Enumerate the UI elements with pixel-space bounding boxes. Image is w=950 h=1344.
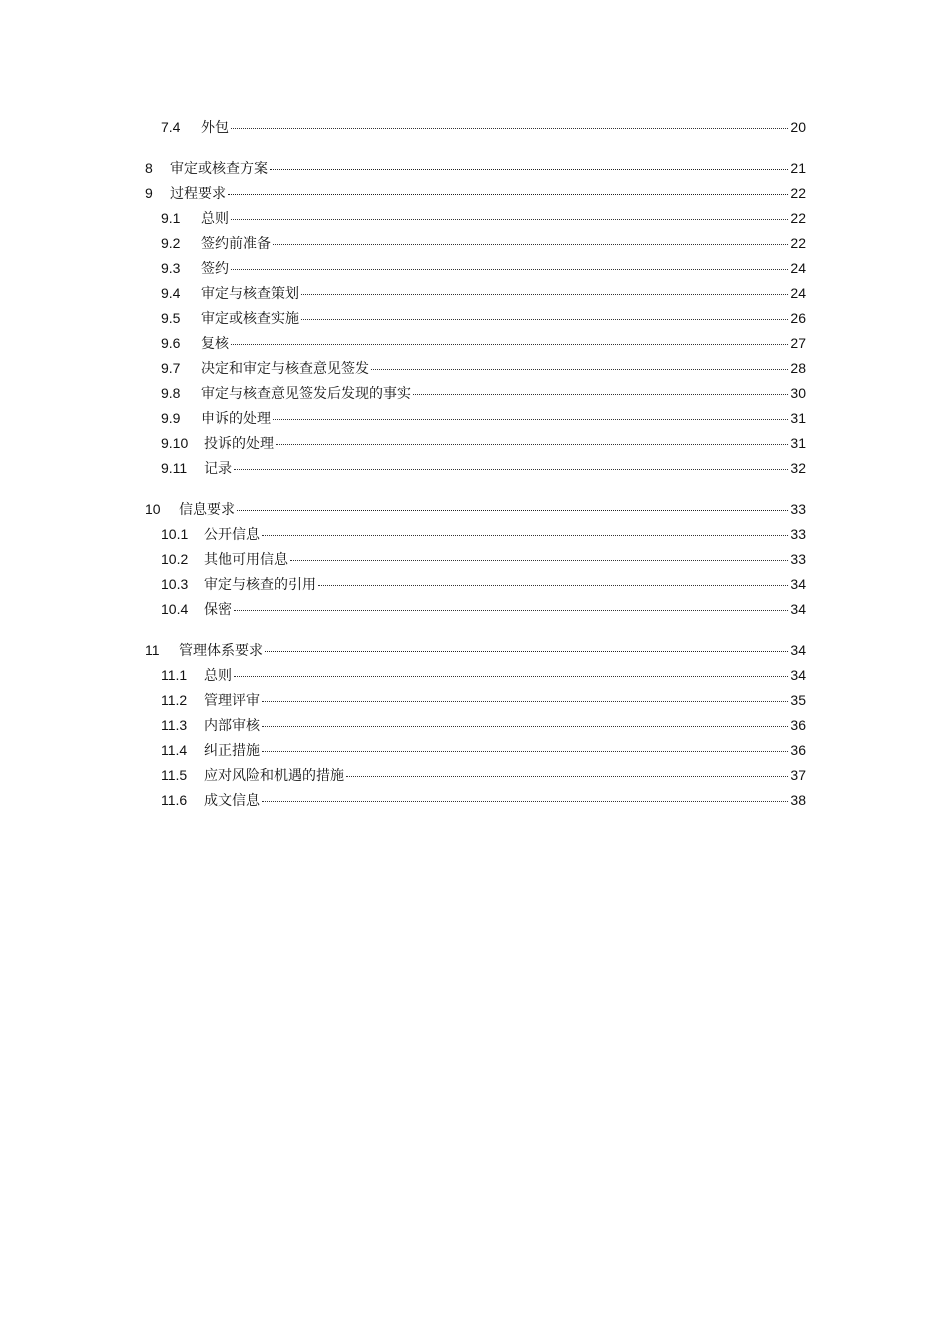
toc-entry-page: 34: [790, 576, 806, 592]
dot-leader: [262, 726, 788, 727]
toc-entry-title: 管理评审: [204, 693, 260, 709]
dot-leader: [270, 169, 788, 170]
toc-entry-number: 9.1: [161, 210, 181, 226]
dot-leader: [262, 535, 788, 536]
toc-entry-title: 过程要求: [170, 186, 226, 202]
toc-entry-title: 管理体系要求: [179, 643, 263, 659]
toc-entry-number: 9.9: [161, 410, 181, 426]
toc-entry-page: 34: [790, 667, 806, 683]
toc-entry-title: 投诉的处理: [204, 436, 274, 452]
dot-leader: [234, 610, 788, 611]
toc-entry-title: 信息要求: [179, 502, 235, 518]
toc-entry-number: 10: [145, 501, 161, 517]
toc-entry-number: 10.1: [161, 526, 189, 542]
toc-entry-title: 复核: [201, 336, 229, 352]
toc-entry-title: 申诉的处理: [201, 411, 271, 427]
dot-leader: [262, 751, 788, 752]
toc-entry-title: 内部审核: [204, 718, 260, 734]
toc-entry-9-2[interactable]: [145, 231, 806, 256]
dot-leader: [346, 776, 788, 777]
dot-leader: [290, 560, 788, 561]
toc-entry-page: 24: [790, 285, 806, 301]
toc-entry-10[interactable]: [145, 497, 806, 522]
toc-entry-title: 外包: [201, 120, 229, 136]
toc-entry-page: 27: [790, 335, 806, 351]
toc-entry-number: 11.4: [161, 742, 188, 758]
toc-entry-page: 31: [790, 435, 806, 451]
toc-entry-page: 38: [790, 792, 806, 808]
toc-entry-title: 成文信息: [204, 793, 260, 809]
toc-entry-9-9[interactable]: [145, 406, 806, 431]
toc-entry-number: 11.5: [161, 767, 188, 783]
dot-leader: [231, 219, 788, 220]
toc-entry-title: 签约前准备: [201, 236, 271, 252]
toc-entry-title: 审定或核查实施: [201, 311, 299, 327]
toc-entry-10-3[interactable]: [145, 572, 806, 597]
dot-leader: [276, 444, 788, 445]
toc-entry-11-6[interactable]: [145, 788, 806, 813]
dot-leader: [273, 244, 788, 245]
toc-entry-9-1[interactable]: [145, 206, 806, 231]
toc-entry-page: 22: [790, 185, 806, 201]
toc-entry-page: 30: [790, 385, 806, 401]
toc-entry-title: 总则: [204, 668, 232, 684]
toc-entry-10-1[interactable]: [145, 522, 806, 547]
toc-entry-page: 24: [790, 260, 806, 276]
toc-entry-9[interactable]: [145, 181, 806, 206]
toc-entry-page: 34: [790, 601, 806, 617]
toc-entry-number: 11.2: [161, 692, 188, 708]
toc-entry-9-10[interactable]: [145, 431, 806, 456]
toc-entry-11[interactable]: [145, 638, 806, 663]
dot-leader: [318, 585, 788, 586]
toc-entry-page: 22: [790, 210, 806, 226]
toc-entry-number: 9.10: [161, 435, 189, 451]
toc-entry-page: 31: [790, 410, 806, 426]
dot-leader: [262, 801, 788, 802]
dot-leader: [265, 651, 788, 652]
toc-entry-9-6[interactable]: [145, 331, 806, 356]
toc-entry-number: 9.5: [161, 310, 181, 326]
toc-entry-page: 36: [790, 717, 806, 733]
toc-entry-title: 记录: [204, 461, 232, 477]
dot-leader: [273, 419, 788, 420]
toc-entry-11-4[interactable]: [145, 738, 806, 763]
toc-entry-number: 9.3: [161, 260, 181, 276]
toc-entry-9-11[interactable]: [145, 456, 806, 481]
toc-entry-number: 10.4: [161, 601, 189, 617]
toc-entry-title: 应对风险和机遇的措施: [204, 768, 344, 784]
toc-entry-9-3[interactable]: [145, 256, 806, 281]
dot-leader: [237, 510, 788, 511]
dot-leader: [231, 128, 788, 129]
dot-leader: [228, 194, 788, 195]
toc-entry-9-7[interactable]: [145, 356, 806, 381]
toc-entry-number: 9.2: [161, 235, 181, 251]
toc-entry-number: 9.7: [161, 360, 181, 376]
toc-entry-page: 26: [790, 310, 806, 326]
toc-entry-number: 9.8: [161, 385, 181, 401]
toc-entry-number: 9.4: [161, 285, 181, 301]
dot-leader: [231, 344, 788, 345]
toc-entry-number: 9: [145, 185, 153, 201]
toc-entry-11-5[interactable]: [145, 763, 806, 788]
toc-entry-9-4[interactable]: [145, 281, 806, 306]
toc-entry-title: 决定和审定与核查意见签发: [201, 361, 369, 377]
toc-entry-title: 其他可用信息: [204, 552, 288, 568]
toc-entry-title: 审定与核查策划: [201, 286, 299, 302]
toc-entry-9-8[interactable]: [145, 381, 806, 406]
dot-leader: [231, 269, 788, 270]
toc-entry-title: 保密: [204, 602, 232, 618]
dot-leader: [234, 676, 788, 677]
table-of-contents: [145, 115, 806, 813]
toc-entry-page: 33: [790, 526, 806, 542]
toc-entry-page: 35: [790, 692, 806, 708]
toc-entry-title: 纠正措施: [204, 743, 260, 759]
toc-entry-page: 28: [790, 360, 806, 376]
toc-entry-number: 11: [145, 642, 160, 658]
toc-entry-page: 32: [790, 460, 806, 476]
toc-entry-9-5[interactable]: [145, 306, 806, 331]
toc-entry-11-3[interactable]: [145, 713, 806, 738]
dot-leader: [413, 394, 788, 395]
toc-entry-title: 审定或核查方案: [170, 161, 268, 177]
toc-entry-number: 9.11: [161, 460, 188, 476]
toc-entry-11-2[interactable]: [145, 688, 806, 713]
toc-entry-page: 20: [790, 119, 806, 135]
toc-entry-title: 公开信息: [204, 527, 260, 543]
dot-leader: [262, 701, 788, 702]
toc-entry-7-4[interactable]: [145, 115, 806, 140]
toc-entry-page: 36: [790, 742, 806, 758]
toc-entry-number: 10.2: [161, 551, 189, 567]
toc-entry-number: 11.1: [161, 667, 188, 683]
toc-entry-number: 9.6: [161, 335, 181, 351]
toc-entry-11-1[interactable]: [145, 663, 806, 688]
toc-entry-number: 11.6: [161, 792, 188, 808]
dot-leader: [371, 369, 788, 370]
toc-entry-10-2[interactable]: [145, 547, 806, 572]
toc-entry-number: 11.3: [161, 717, 188, 733]
toc-entry-title: 审定与核查的引用: [204, 577, 316, 593]
toc-entry-title: 签约: [201, 261, 229, 277]
toc-entry-number: 7.4: [161, 119, 181, 135]
toc-entry-10-4[interactable]: [145, 597, 806, 622]
toc-entry-title: 审定与核查意见签发后发现的事实: [201, 386, 411, 402]
toc-entry-page: 22: [790, 235, 806, 251]
toc-entry-title: 总则: [201, 211, 229, 227]
toc-entry-page: 21: [790, 160, 806, 176]
toc-entry-8[interactable]: [145, 156, 806, 181]
toc-entry-page: 33: [790, 501, 806, 517]
dot-leader: [234, 469, 788, 470]
toc-entry-page: 33: [790, 551, 806, 567]
toc-entry-number: 10.3: [161, 576, 189, 592]
toc-entry-page: 37: [790, 767, 806, 783]
toc-entry-number: 8: [145, 160, 153, 176]
toc-entry-page: 34: [790, 642, 806, 658]
dot-leader: [301, 319, 788, 320]
dot-leader: [301, 294, 788, 295]
